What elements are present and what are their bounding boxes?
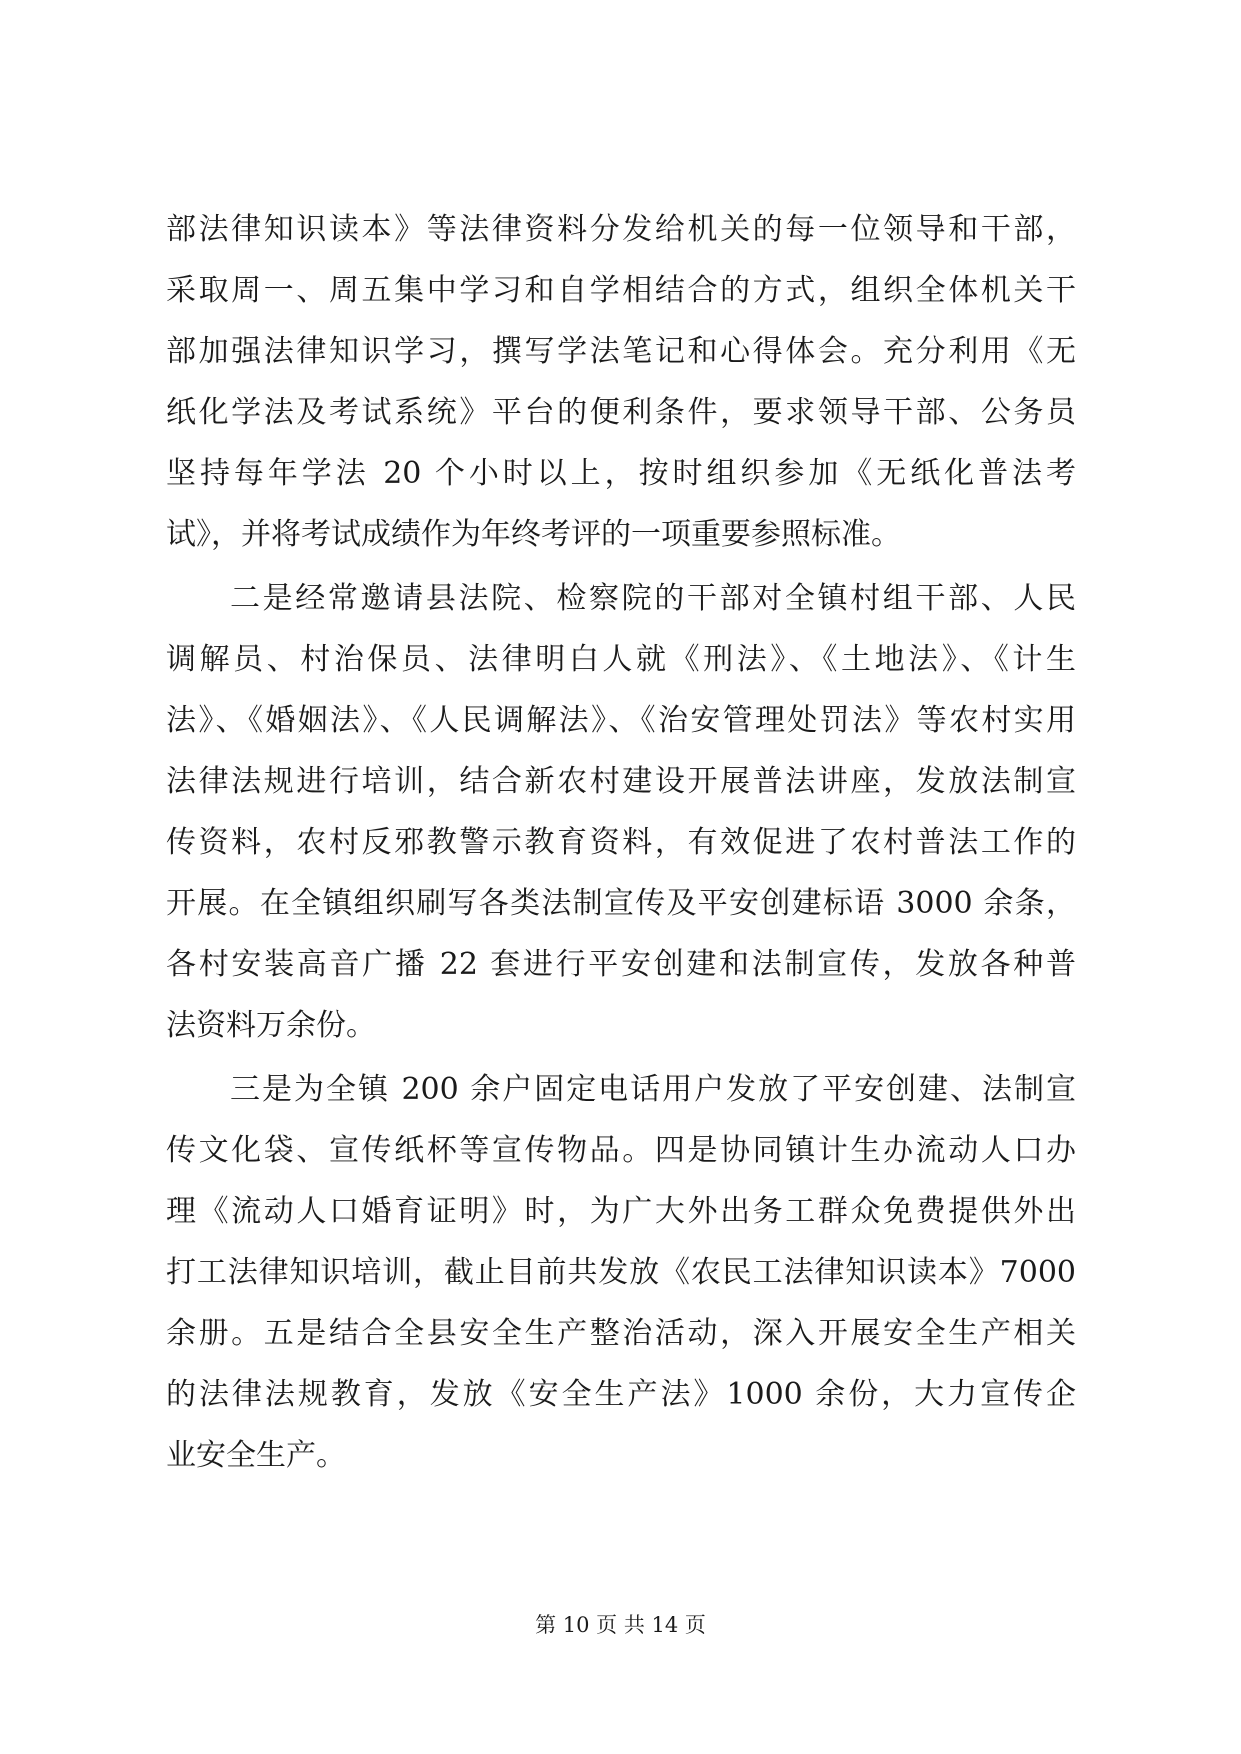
body-line: 坚持每年学法 20 个小时以上，按时组织参加《无纸化普法考 bbox=[166, 456, 1076, 491]
paragraph-first-line: 三是为全镇 200 余户固定电话用户发放了平安创建、法制宣 bbox=[230, 1072, 1076, 1107]
body-line: 理《流动人口婚育证明》时，为广大外出务工群众免费提供外出 bbox=[166, 1194, 1076, 1229]
body-line: 调解员、村治保员、法律明白人就《刑法》、《土地法》、《计生 bbox=[166, 642, 1076, 677]
body-line: 打工法律知识培训，截止目前共发放《农民工法律知识读本》7000 bbox=[166, 1255, 1076, 1290]
page-number-footer: 第 10 页 共 14 页 bbox=[535, 1613, 706, 1637]
body-line: 法律法规进行培训，结合新农村建设开展普法讲座，发放法制宣 bbox=[166, 764, 1076, 799]
body-line: 采取周一、周五集中学习和自学相结合的方式，组织全体机关干 bbox=[166, 273, 1076, 308]
body-line: 试》，并将考试成绩作为年终考评的一项重要参照标准。 bbox=[166, 517, 901, 552]
body-line: 开展。在全镇组织刷写各类法制宣传及平安创建标语 3000 余条， bbox=[166, 886, 1076, 921]
body-line: 业安全生产。 bbox=[166, 1438, 346, 1473]
body-line: 余册。五是结合全县安全生产整治活动，深入开展安全生产相关 bbox=[166, 1316, 1076, 1351]
body-line: 部加强法律知识学习，撰写学法笔记和心得体会。充分利用《无 bbox=[166, 334, 1076, 369]
body-line: 的法律法规教育，发放《安全生产法》1000 余份，大力宣传企 bbox=[166, 1377, 1076, 1412]
body-line: 纸化学法及考试系统》平台的便利条件，要求领导干部、公务员 bbox=[166, 395, 1076, 430]
body-line: 部法律知识读本》等法律资料分发给机关的每一位领导和干部， bbox=[166, 212, 1076, 247]
body-line: 传文化袋、宣传纸杯等宣传物品。四是协同镇计生办流动人口办 bbox=[166, 1133, 1076, 1168]
paragraph-first-line: 二是经常邀请县法院、检察院的干部对全镇村组干部、人民 bbox=[230, 581, 1076, 616]
body-line: 法》、《婚姻法》、《人民调解法》、《治安管理处罚法》等农村实用 bbox=[166, 703, 1076, 738]
body-line: 法资料万余份。 bbox=[166, 1008, 376, 1043]
body-line: 传资料，农村反邪教警示教育资料，有效促进了农村普法工作的 bbox=[166, 825, 1076, 860]
body-line: 各村安装高音广播 22 套进行平安创建和法制宣传，发放各种普 bbox=[166, 947, 1076, 982]
